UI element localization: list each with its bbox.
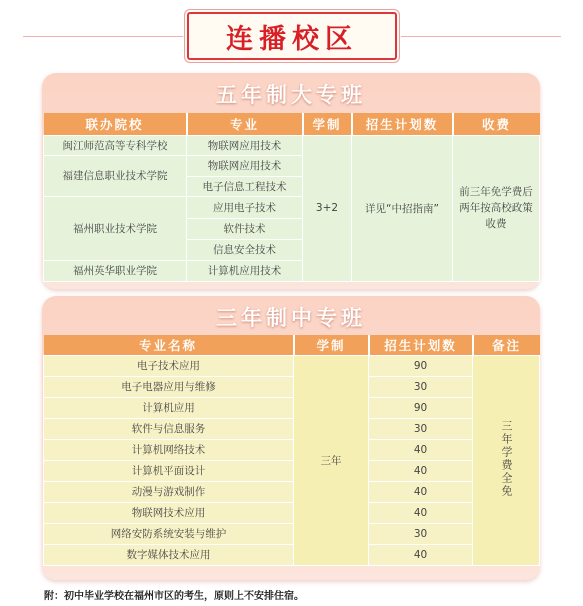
- footnote: 附：初中毕业学校在福州市区的考生，原则上不安排住宿。: [44, 591, 304, 602]
- fee-cell: 前三年免学费后两年按高校政策收费: [453, 135, 540, 281]
- three-year-title: 三年制中专班: [216, 306, 366, 330]
- plan-cell: 详见“中招指南”: [352, 135, 453, 281]
- major-cell: 计算机网络技术: [44, 439, 294, 460]
- plan-cell: 30: [369, 376, 473, 397]
- header-plan: 招生计划数: [352, 113, 453, 135]
- major-cell: 软件技术: [187, 218, 303, 239]
- school-cell: 福州职业技术学院: [44, 196, 187, 260]
- plan-cell: 30: [369, 523, 473, 544]
- header-plan: 招生计划数: [369, 335, 473, 355]
- header-school: 联办院校: [44, 113, 187, 135]
- plan-cell: 40: [369, 502, 473, 523]
- header-major-name: 专业名称: [44, 335, 294, 355]
- plan-cell: 40: [369, 460, 473, 481]
- major-cell: 数字媒体技术应用: [44, 544, 294, 565]
- major-cell: 计算机平面设计: [44, 460, 294, 481]
- school-cell: 闽江师范高等专科学校: [44, 135, 187, 155]
- header-major: 专业: [187, 113, 303, 135]
- header-fee: 收费: [453, 113, 540, 135]
- major-cell: 信息安全技术: [187, 239, 303, 260]
- header-remark: 备注: [473, 335, 540, 355]
- major-cell: 应用电子技术: [187, 196, 303, 218]
- plan-cell: 40: [369, 544, 473, 565]
- plan-cell: 90: [369, 355, 473, 376]
- major-cell: 计算机应用技术: [187, 260, 303, 281]
- duration-cell: 3+2: [303, 135, 352, 281]
- remark-text: 三年学费全免: [500, 419, 513, 498]
- header-duration: 学制: [294, 335, 369, 355]
- major-cell: 动漫与游戏制作: [44, 481, 294, 502]
- plan-cell: 40: [369, 439, 473, 460]
- five-year-title: 五年制大专班: [216, 83, 366, 107]
- page-title: 连播校区: [187, 12, 397, 60]
- major-cell: 电子信息工程技术: [187, 176, 303, 196]
- major-cell: 电子电器应用与维修: [44, 376, 294, 397]
- three-year-table: [43, 335, 540, 566]
- header-duration: 学制: [303, 113, 352, 135]
- school-cell: 福建信息职业技术学院: [44, 155, 187, 196]
- school-cell: 福州英华职业学院: [44, 260, 187, 281]
- major-cell: 网络安防系统安装与维护: [44, 523, 294, 544]
- five-year-table: [43, 113, 540, 282]
- major-cell: 物联网应用技术: [187, 155, 303, 176]
- remark-cell: [473, 355, 540, 565]
- major-cell: 物联网技术应用: [44, 502, 294, 523]
- duration-cell: 三年: [294, 355, 369, 565]
- plan-cell: 90: [369, 397, 473, 418]
- major-cell: 计算机应用: [44, 397, 294, 418]
- major-cell: 软件与信息服务: [44, 418, 294, 439]
- major-cell: 物联网应用技术: [187, 135, 303, 155]
- plan-cell: 40: [369, 481, 473, 502]
- major-cell: 电子技术应用: [44, 355, 294, 376]
- plan-cell: 30: [369, 418, 473, 439]
